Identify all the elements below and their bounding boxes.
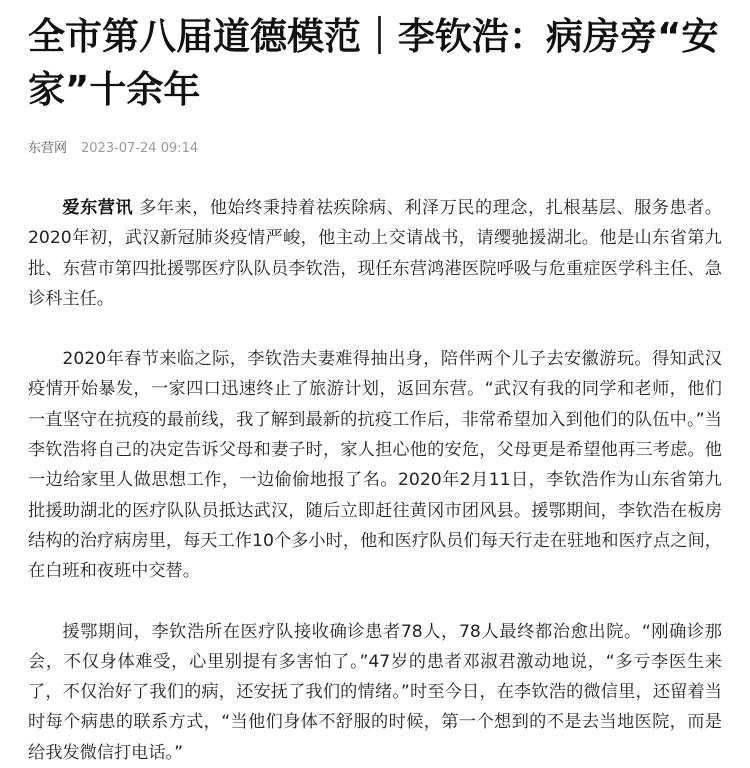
article-meta [28,140,722,158]
article-source[interactable]: 东营网 [28,141,68,156]
paragraph-1-text: 多年来，他始终秉持着祛疾除病、利泽万民的理念，扎根基层、服务患者。2020年初，武汉新冠肺炎疫情严峻，他主动上交请战书，请缨驰援湖北。他是山东省第九批、东营市第四批援鄂医疗队队员李钦浩，现任东营鸿港医院呼吸与危重症医学科主任、急诊科主任。 [28,198,722,309]
article-title: 全市第八届道德模范｜李钦浩：病房旁“安家”十余年 [28,15,719,111]
lead-label: 爱东营讯 [62,198,134,218]
article-body [28,193,722,768]
article-datetime: 2023-07-24 09:14 [81,141,199,156]
paragraph-2: 2020年春节来临之际，李钦浩夫妻难得抽出身，陪伴两个儿子去安徽游玩。得知武汉疫情开始暴发，一家四口迅速终止了旅游计划，返回东营。“武汉有我的同学和老师，他们一直坚守在抗疫的最前线，我了解到最新的抗疫工作后，非常希望加入到他们的队伍中。”当李钦浩将自己的决定告诉父母和妻子时，家人担心他的安危，父母更是希望他再三考虑。他一边给家里人做思想工作，一边偷偷地报了名。2020年2月11日，李钦浩作为山东省第九批援助湖北的医疗队队员抵达武汉，随后立即赶往黄冈市团风县。援鄂期间，李钦浩在板房结构的治疗病房里，每天工作10个多小时，他和医疗队员们每天行走在驻地和医疗点之间，在白班和夜班中交替。 [28,349,722,582]
paragraph-1 [28,193,722,314]
paragraph-3: 援鄂期间，李钦浩所在医疗队接收确诊患者78人，78人最终都治愈出院。“刚确诊那会，不仅身体难受，心里别提有多害怕了。”47岁的患者邓淑君激动地说，“多亏李医生来了，不仅治好了我们的病，还安抚了我们的情绪。”时至今日，在李钦浩的微信里，还留着当时每个病患的联系方式，“当他们身体不舒服的时候，第一个想到的不是去当地医院，而是给我发微信打电话。” [28,621,722,763]
